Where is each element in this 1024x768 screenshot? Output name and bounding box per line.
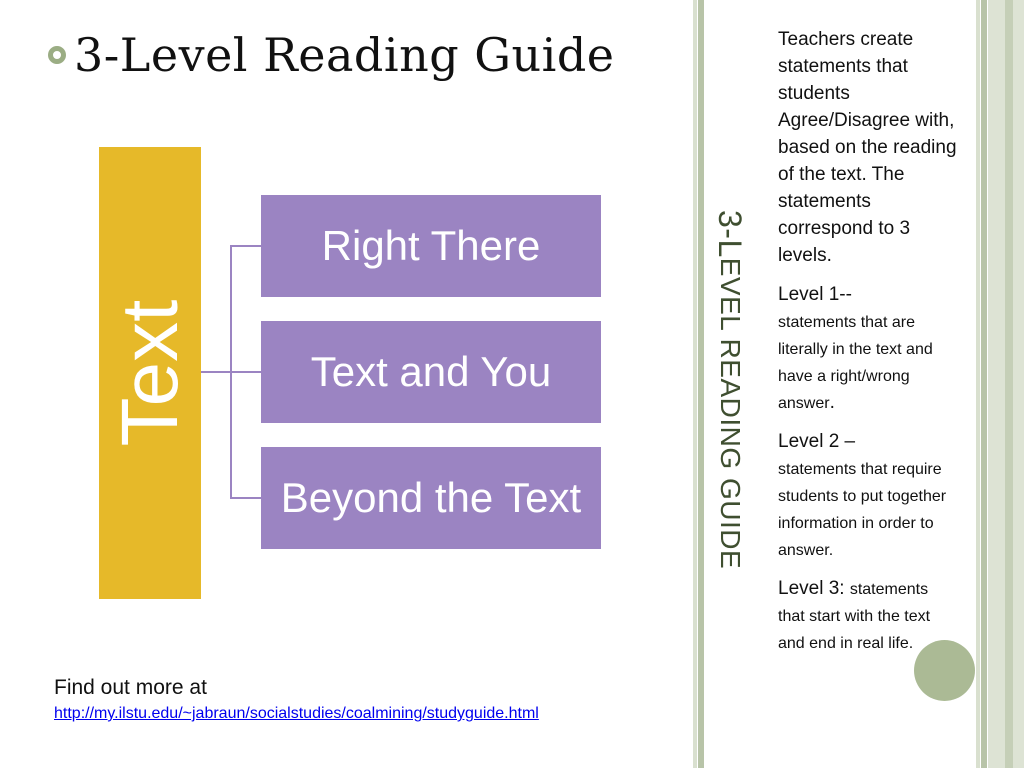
level-box-text-and-you: Text and You (261, 321, 601, 423)
page-title: 3-Level Reading Guide (74, 28, 615, 82)
connector-branch-3 (230, 497, 261, 499)
level-3-heading: Level 3: (778, 578, 845, 599)
notes-level-3 (778, 575, 958, 656)
divider-stripe (1005, 0, 1013, 768)
side-title (714, 210, 748, 570)
divider-stripe (693, 0, 697, 768)
level-1-heading: Level 1-- (778, 284, 852, 305)
divider-stripe (698, 0, 704, 768)
title-row (48, 28, 615, 82)
bullet-ring-icon (48, 46, 66, 64)
level-2-heading: Level 2 – (778, 431, 856, 452)
side-title-rest: EVEL READING GUIDE (715, 257, 746, 570)
diagram-root-bar (99, 147, 201, 599)
connector-branch-2 (230, 371, 261, 373)
level-3-body: statements that start with the text and end in real life. (778, 581, 931, 652)
level-1-end: . (829, 392, 835, 413)
notes-level-1 (778, 281, 958, 416)
side-title-first: 3-L (712, 210, 748, 258)
study-guide-link[interactable]: http://my.ilstu.edu/~jabraun/socialstudies/coalmining/studyguide.html (54, 705, 539, 722)
divider-stripe (976, 0, 980, 768)
level-box-beyond-the-text: Beyond the Text (261, 447, 601, 549)
level-1-body: statements that are literally in the text and have a right/wrong answer (778, 314, 933, 412)
find-more-text: Find out more at (54, 676, 207, 699)
notes-level-2 (778, 428, 958, 563)
level-2-body: statements that require students to put together information in order to answer. (778, 461, 947, 559)
connector-trunk (201, 371, 231, 373)
connector-branch-1 (230, 245, 261, 247)
notes-intro: Teachers create statements that students Agree/Disagree with, based on the reading of the text. The statements correspond to 3 levels. (778, 29, 957, 266)
diagram-root-label: Text (105, 299, 194, 447)
notes-column (778, 26, 958, 668)
level-box-right-there: Right There (261, 195, 601, 297)
divider-stripe (981, 0, 987, 768)
